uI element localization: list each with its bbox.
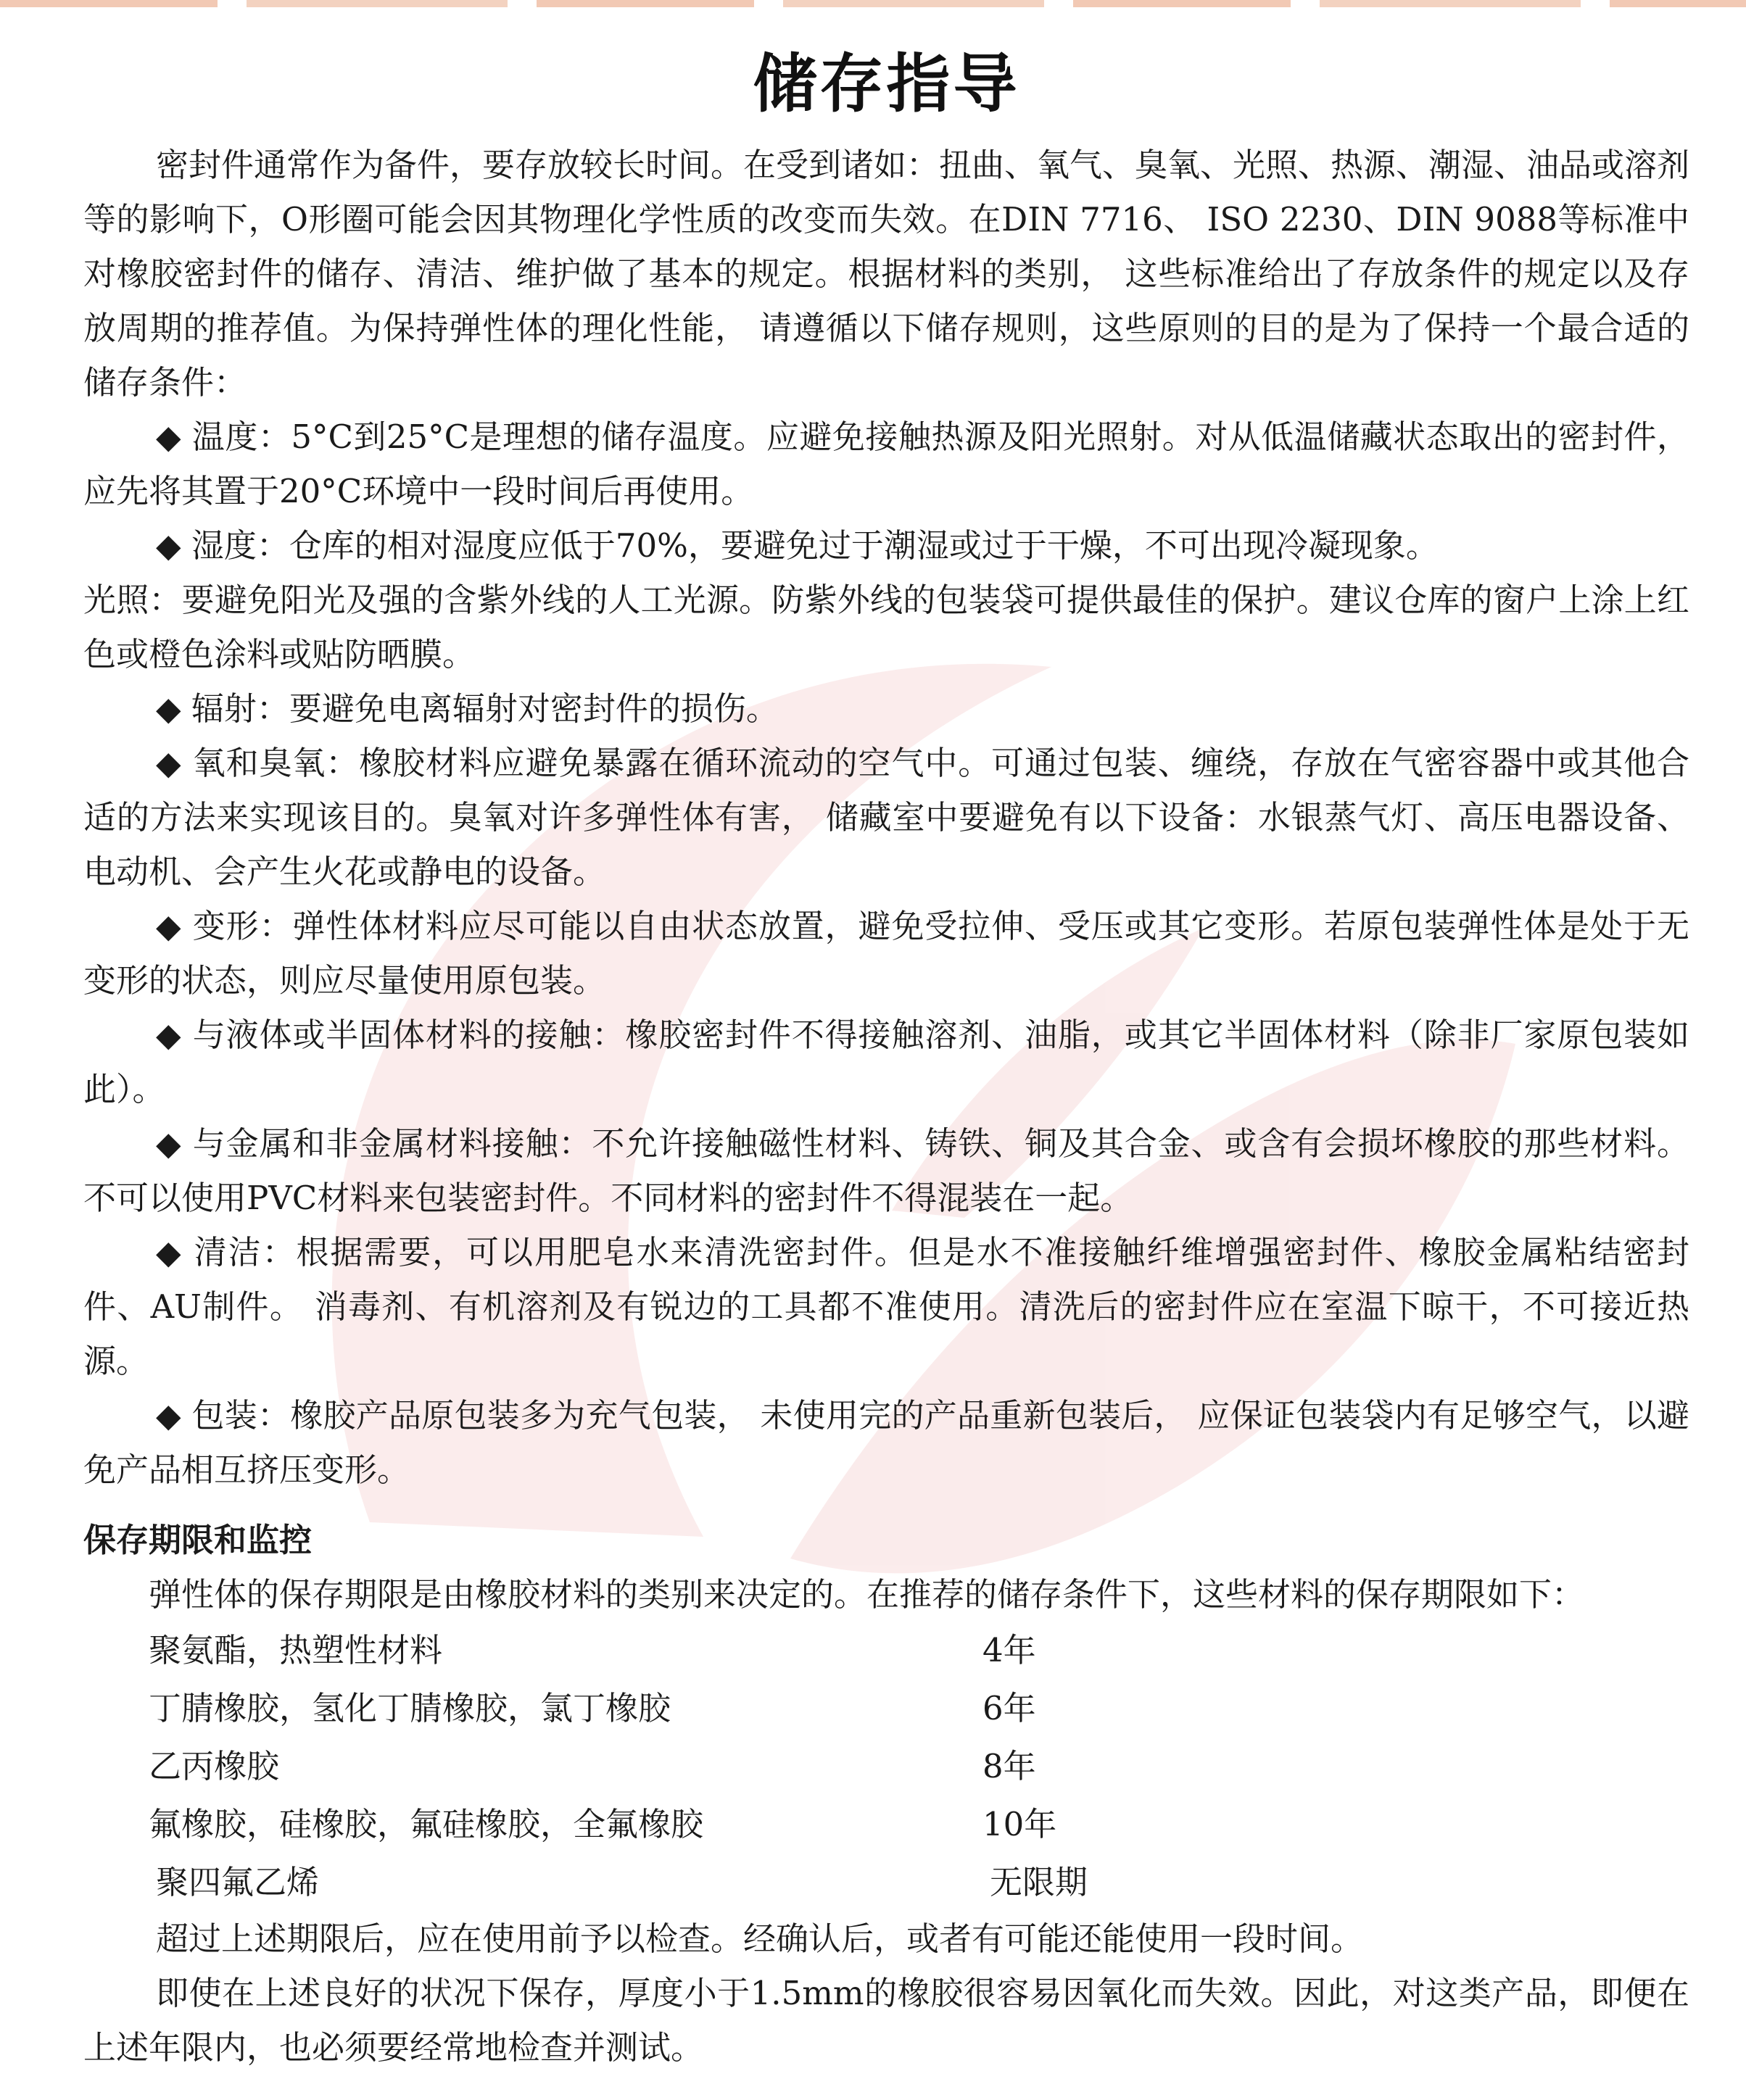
page-title: 储存指导	[753, 46, 1020, 121]
shelf-life-intro: 弹性体的保存期限是由橡胶材料的类别来决定的。在推荐的储存条件下，这些材料的保存期限如下：	[149, 1575, 1585, 1614]
rule-cleaning: ◆ 清洁：根据需要，可以用肥皂水来清洗密封件。但是水不准接触纤维增强密封件、橡胶金属粘结密封件、AU制件。 消毒剂、有机溶剂及有锐边的工具都不准使用。清洗后的密封件应在室温下晾干，不可接近热源。	[83, 1233, 1689, 1380]
shelf-life-heading: 保存期限和监控	[83, 1521, 313, 1559]
rule-deformation: ◆ 变形：弹性体材料应尽可能以自由状态放置，避免受拉伸、受压或其它变形。若原包装弹性体是处于无变形的状态，则应尽量使用原包装。	[83, 907, 1689, 1000]
rule-radiation: ◆ 辐射：要避免电离辐射对密封件的损伤。	[156, 689, 779, 728]
material-cell: 丁腈橡胶，氢化丁腈橡胶，氯丁橡胶	[149, 1689, 671, 1727]
document-page	[83, 43, 1689, 2075]
rule-metal-contact: ◆ 与金属和非金属材料接触：不允许接触磁性材料、铸铁、铜及其合金、或含有会损坏橡胶的那些材料。不可以使用PVC材料来包装密封件。不同材料的密封件不得混装在一起。	[83, 1124, 1689, 1217]
shelf-note-inspection: 超过上述期限后，应在使用前予以检查。经确认后，或者有可能还能使用一段时间。	[156, 1920, 1364, 1958]
table-row	[149, 1680, 1309, 1738]
rule-light: 光照：要避免阳光及强的含紫外线的人工光源。防紫外线的包装袋可提供最佳的保护。建议仓库的窗户上涂上红色或橙色涂料或贴防晒膜。	[83, 581, 1689, 673]
rule-oxygen-ozone: ◆ 氧和臭氧：橡胶材料应避免暴露在循环流动的空气中。可通过包装、缠绕，存放在气密容器中或其他合适的方法来实现该目的。臭氧对许多弹性体有害， 储藏室中要避免有以下设备：水银蒸气灯、高压电器设备、电动机、会产生火花或静电的设备。	[83, 744, 1689, 891]
top-decorative-band	[0, 0, 1746, 7]
table-row	[149, 1622, 1309, 1680]
period-cell: 4年	[982, 1631, 1036, 1669]
shelf-life-table	[149, 1622, 1309, 1912]
table-row	[149, 1854, 1309, 1912]
period-cell: 8年	[982, 1747, 1036, 1785]
period-cell: 10年	[982, 1805, 1057, 1843]
intro-paragraph: 密封件通常作为备件，要存放较长时间。在受到诸如：扭曲、氧气、臭氧、光照、热源、潮湿、油品或溶剂等的影响下，O形圈可能会因其物理化学性质的改变而失效。在DIN 7716、 ISO 2230、DIN 9088等标准中对橡胶密封件的储存、清洁、维护做了基本的规定。根据材料的类别， 这些标准给出了存放条件的规定以及存放周期的推荐值。为保持弹性体的理化性能， 请遵循以下储存规则，这些原则的目的是为了保持一个最合适的储存条件：	[83, 146, 1690, 402]
shelf-note-thin-rubber: 即使在上述良好的状况下保存，厚度小于1.5mm的橡胶很容易因氧化而失效。因此，对这类产品，即便在上述年限内，也必须要经常地检查并测试。	[83, 1974, 1689, 2067]
material-cell: 聚四氟乙烯	[156, 1863, 320, 1901]
rule-liquid-contact: ◆ 与液体或半固体材料的接触：橡胶密封件不得接触溶剂、油脂，或其它半固体材料（除非厂家原包装如此）。	[83, 1016, 1689, 1108]
table-row	[149, 1738, 1309, 1796]
table-row	[149, 1796, 1309, 1854]
period-cell: 无限期	[990, 1863, 1088, 1901]
material-cell: 聚氨酯，热塑性材料	[149, 1631, 443, 1669]
material-cell: 氟橡胶，硅橡胶，氟硅橡胶，全氟橡胶	[149, 1805, 704, 1843]
material-cell: 乙丙橡胶	[149, 1747, 280, 1785]
rule-humidity: ◆ 湿度：仓库的相对湿度应低于70%，要避免过于潮湿或过于干燥，不可出现冷凝现象。	[156, 526, 1439, 565]
period-cell: 6年	[982, 1689, 1036, 1727]
rule-temperature: ◆ 温度：5°C到25°C是理想的储存温度。应避免接触热源及阳光照射。对从低温储藏状态取出的密封件，应先将其置于20°C环境中一段时间后再使用。	[83, 418, 1689, 510]
rule-packaging: ◆ 包装：橡胶产品原包装多为充气包装， 未使用完的产品重新包装后， 应保证包装袋内有足够空气，以避免产品相互挤压变形。	[83, 1396, 1689, 1489]
